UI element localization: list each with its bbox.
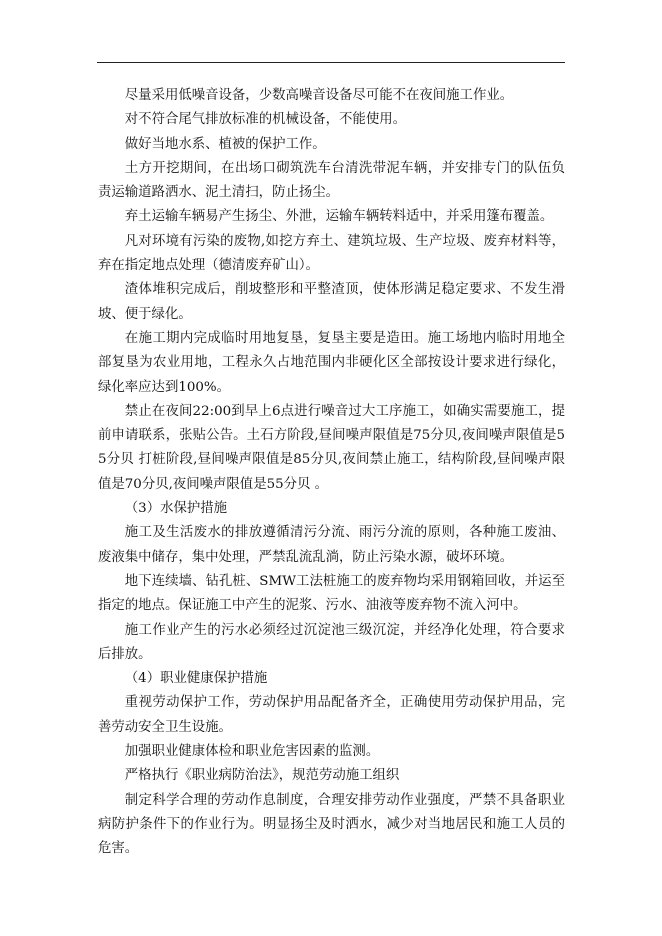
header-rule <box>97 62 565 63</box>
paragraph: 加强职业健康体检和职业危害因素的监测。 <box>124 744 380 760</box>
paragraph: 土方开挖期间，在出场口砌筑洗车台清洗带泥车辆，并安排专门的队伍负责运输道路洒水、泥土清扫，防止扬尘。 <box>98 160 565 201</box>
paragraph: 对不符合尾气排放标准的机械设备，不能使用。 <box>124 112 406 128</box>
paragraph: 弃土运输车辆易产生扬尘、外泄，运输车辆转料适中，并采用篷布覆盖。 <box>124 209 554 225</box>
section-heading: （3）水保护措施 <box>124 501 228 517</box>
section-heading: （4）职业健康保护措施 <box>124 671 268 687</box>
paragraph: 做好当地水系、植被的保护工作。 <box>124 136 326 152</box>
paragraph: 在施工期内完成临时用地复垦，复垦主要是造田。施工场地内临时用地全部复垦为农业用地，工程永久占地范围内非硬化区全部按设计要求进行绿化，绿化率应达到100%。 <box>98 330 565 395</box>
document-body <box>98 84 565 862</box>
paragraph: 地下连续墙、钻孔桩、SMW工法桩施工的废弃物均采用钢箱回收，并运至指定的地点。保证施工中产生的泥浆、污水、油液等废弃物不流入河中。 <box>98 573 565 614</box>
paragraph: 施工作业产生的污水必须经过沉淀池三级沉淀，并经净化处理，符合要求后排放。 <box>98 622 565 662</box>
paragraph: 凡对环境有污染的废物,如挖方弃土、建筑垃圾、生产垃圾、废弃材料等，弃在指定地点处理（德清废弃矿山）。 <box>98 233 565 274</box>
paragraph: 制定科学合理的劳动作息制度，合理安排劳动作业强度，严禁不具备职业病防护条件下的作业行为。明显扬尘及时洒水，减少对当地居民和施工人员的危害。 <box>98 792 565 857</box>
paragraph: 禁止在夜间22:00到早上6点进行噪音过大工序施工，如确实需要施工，提前申请联系，张贴公告。土石方阶段,昼间噪声限值是75分贝,夜间噪声限值是55分贝 打桩阶段,昼间噪声限值是85分贝,夜间禁止施工，结构阶段,昼间噪声限值是70分贝,夜间噪声限值是55分贝 。 <box>98 403 565 492</box>
paragraph: 严格执行《职业病防治法》，规范劳动施工组织 <box>124 768 400 784</box>
paragraph: 尽量采用低噪音设备，少数高噪音设备尽可能不在夜间施工作业。 <box>124 88 514 103</box>
paragraph: 渣体堆积完成后，削坡整形和平整渣顶，使体形满足稳定要求、不发生滑坡、便于绿化。 <box>98 282 565 322</box>
paragraph: 施工及生活废水的排放遵循清污分流、雨污分流的原则，各种施工废油、废液集中储存，集中处理，严禁乱流乱淌，防止污染水源，破坏环境。 <box>98 525 565 565</box>
paragraph: 重视劳动保护工作，劳动保护用品配备齐全，正确使用劳动保护用品，完善劳动安全卫生设施。 <box>98 695 565 735</box>
